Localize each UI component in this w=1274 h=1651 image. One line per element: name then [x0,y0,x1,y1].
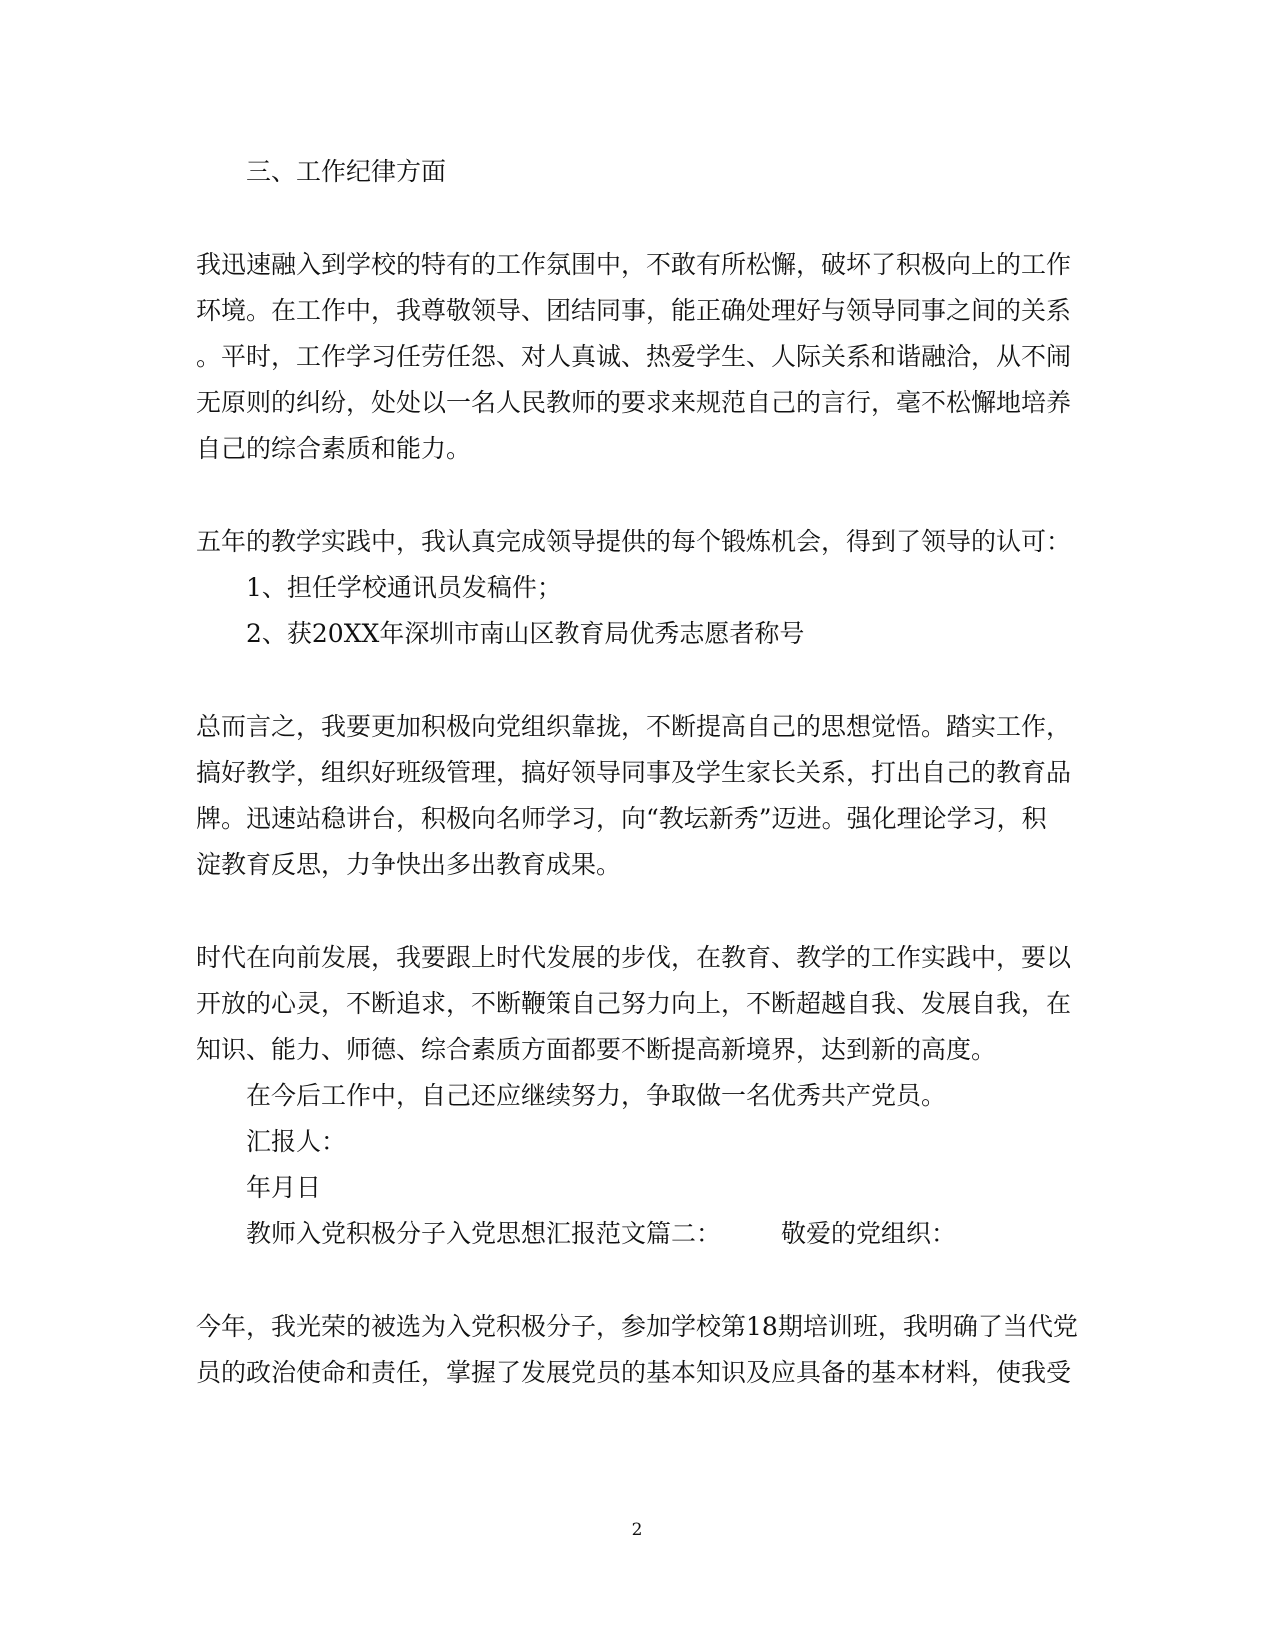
salutation: 敬爱的党组织： [781,1219,957,1248]
paragraph-line: 五年的教学实践中，我认真完成领导提供的每个锻炼机会，得到了领导的认可： [196,527,1072,556]
paragraph-line: 自己的综合素质和能力。 [196,434,472,463]
paragraph-line: 。平时，工作学习任劳任怨、对人真诚、热爱学生、人际关系和谐融洽，从不闹 [196,342,1072,371]
reporter-label: 汇报人： [246,1127,347,1156]
paragraph-line: 开放的心灵，不断追求，不断鞭策自己努力向上，不断超越自我、发展自我，在 [196,989,1072,1018]
paragraph-line: 员的政治使命和责任，掌握了发展党员的基本知识及应具备的基本材料，使我受 [196,1358,1072,1387]
paragraph-line: 环境。在工作中，我尊敬领导、团结同事，能正确处理好与领导同事之间的关系 [196,296,1072,325]
paragraph-line: 无原则的纠纷，处处以一名人民教师的要求来规范自己的言行，毫不松懈地培养 [196,388,1072,417]
section-heading: 三、工作纪律方面 [246,157,447,186]
paragraph-line: 牌。迅速站稳讲台，积极向名师学习，向“教坛新秀”迈进。强化理论学习，积 [196,804,1047,833]
page-number: 2 [631,1520,643,1540]
paragraph-line: 淀教育反思，力争快出多出教育成果。 [196,850,622,879]
next-article-title: 教师入党积极分子入党思想汇报范文篇二： [246,1219,722,1248]
paragraph-line: 搞好教学，组织好班级管理，搞好领导同事及学生家长关系，打出自己的教育品 [196,758,1072,787]
list-item: 2、获20XX年深圳市南山区教育局优秀志愿者称号 [246,619,805,648]
paragraph-line: 时代在向前发展，我要跟上时代发展的步伐，在教育、教学的工作实践中，要以 [196,943,1072,972]
paragraph-line: 知识、能力、师德、综合素质方面都要不断提高新境界，达到新的高度。 [196,1035,997,1064]
next-article-line [246,1219,956,1249]
list-item: 1、担任学校通讯员发稿件； [246,573,562,602]
closing-line: 在今后工作中，自己还应继续努力，争取做一名优秀共产党员。 [246,1081,947,1110]
date-label: 年月日 [246,1173,322,1202]
paragraph-line: 今年，我光荣的被选为入党积极分子，参加学校第18期培训班，我明确了当代党 [196,1312,1078,1341]
paragraph-line: 总而言之，我要更加积极向党组织靠拢，不断提高自己的思想觉悟。踏实工作， [196,712,1072,741]
paragraph-line: 我迅速融入到学校的特有的工作氛围中，不敢有所松懈，破坏了积极向上的工作 [196,250,1072,279]
